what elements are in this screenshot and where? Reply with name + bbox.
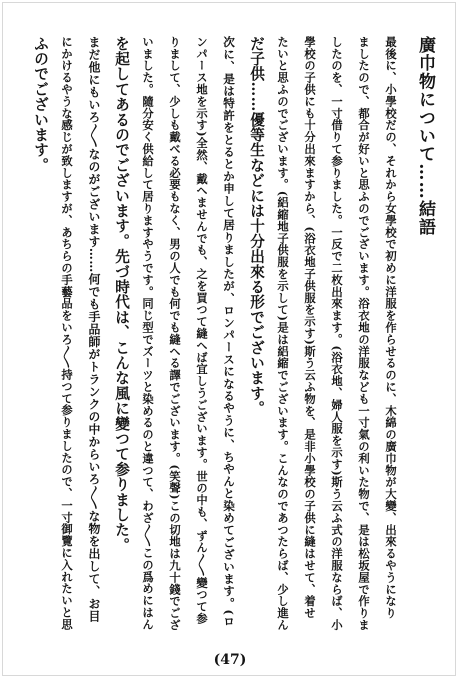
text-columns xyxy=(32,36,434,632)
text-line: りまして、少しも戴べる必要もなく、男の人でも何でも縫へる譯でございます。(笑聲)この切地は九十錢でござ xyxy=(168,36,182,631)
page-number: (47) xyxy=(213,652,247,668)
text-line: ンパース地を示す)全然、戴へませんでも、之を買つて縫へば宜しうございます。世の中も、ずん〳〵變つて参 xyxy=(195,36,209,625)
text-line: まだ他にもいろ〳〵なのがございます……何でも手品師がトランクの中からいろ〳〵な物を出して、お目 xyxy=(87,36,101,623)
text-line: いました。隨分安く供給して居りますやうです。同じ型でズーツと染めるのと違つて、わざ〳〵この爲めにはん xyxy=(141,36,155,631)
text-line: ふのでございます。 xyxy=(32,36,49,173)
text-line: だ子供……優等生などには十分出來る形でございます。 xyxy=(248,36,265,416)
text-line: ましたので、都合が好いと思ふのでございます。浴衣地の洋服なども一寸氣の利いた物で、是は松坂屋で作りま xyxy=(357,36,371,631)
text-line: にかけるやうな感じが致しますが、あちらの手藝品をいろ〳〵持つて参りましたので、一寸御覽に入れたいと思 xyxy=(60,36,74,631)
text-line: 學校の子供にも十分出來ますから、(浴衣地子供服を示す)斯う云ふ物を、是非小學校の子供に縫はせて、着せ xyxy=(303,36,317,620)
text-line: したのを、一寸借りて参りました。一反で二枚出來ます。(浴衣地、婦人服を示す)斯う云ふ式の洋服ならば、小 xyxy=(330,36,344,631)
text-line: 最後に、小學校だの、それから女學校で初めに洋服を作らせるのに、木綿の廣巾物が大變、出來るやうになり xyxy=(384,36,398,620)
text-line: 次に、是は特許をとるとか申して居りましたが、ロンパースになるやうに、ちやんと染めてございます。(ロ xyxy=(222,36,236,628)
section-title: 廣巾物について……結語 xyxy=(415,36,435,237)
text-line: を起してあるのでございます。先づ時代は、こんな風に變つて参りました。 xyxy=(113,36,130,553)
text-line: たいと思ふのでございます。(絽縮地子供服を示して)是は絽縮でございます。こんなのであつたらば、少し進ん xyxy=(276,36,290,631)
